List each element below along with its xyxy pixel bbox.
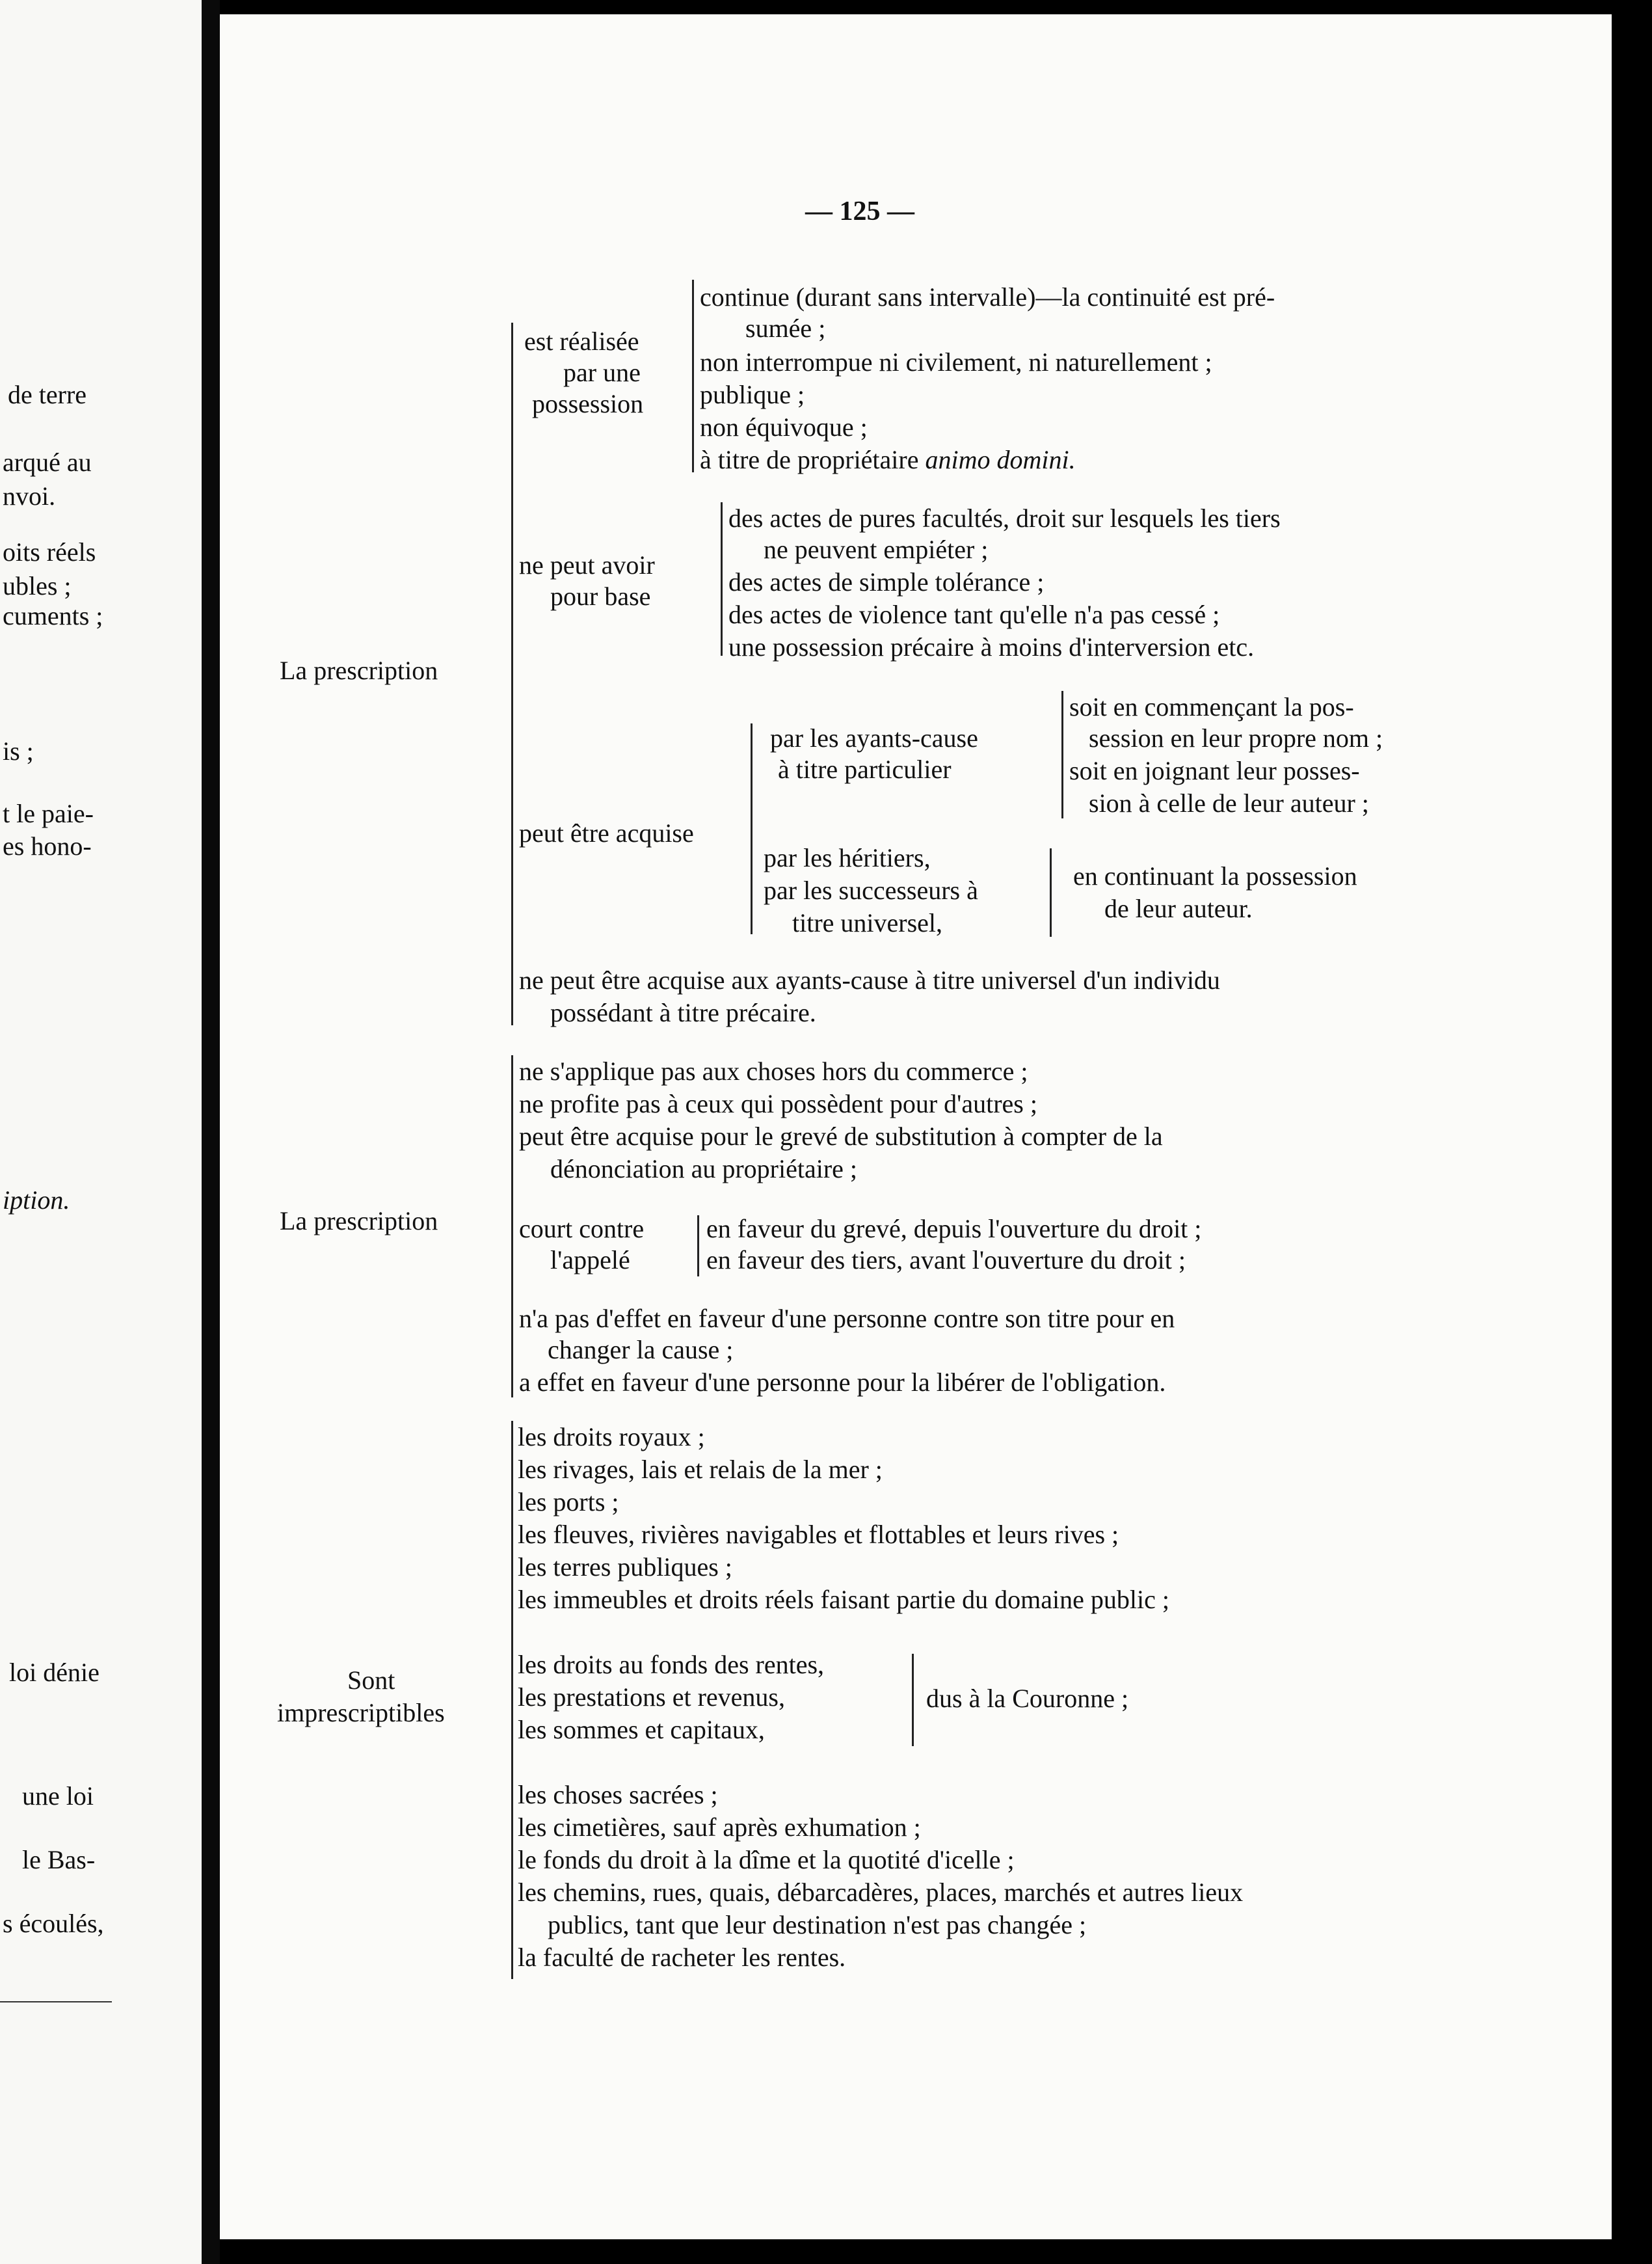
subgroup-label: par les successeurs à — [764, 876, 978, 905]
list-item: les terres publiques ; — [518, 1552, 732, 1582]
list-item: la faculté de racheter les rentes. — [518, 1943, 846, 1972]
subgroup-label: possession — [532, 389, 644, 418]
list-item: des actes de violence tant qu'elle n'a pas cessé ; — [728, 600, 1220, 629]
list-item: changer la cause ; — [548, 1335, 734, 1364]
list-item: peut être acquise pour le grevé de substitution à compter de la — [519, 1122, 1163, 1151]
page — [220, 14, 1612, 2239]
subgroup-label: ne peut avoir — [519, 550, 655, 580]
subgroup-brace — [697, 1215, 699, 1276]
section-brace — [511, 1055, 513, 1397]
list-item: soit en commençant la pos- — [1069, 692, 1354, 721]
subgroup-label: à titre particulier — [778, 755, 952, 784]
list-item: session en leur propre nom ; — [1089, 723, 1383, 753]
list-item: ne peut être acquise aux ayants-cause à titre universel d'un individu — [519, 965, 1220, 995]
list-item: sumée ; — [745, 314, 826, 343]
subgroup-label: l'appelé — [550, 1245, 630, 1274]
book-gutter — [202, 0, 220, 2264]
italic-phrase: animo domini. — [925, 445, 1076, 474]
left-fragment: nvoi. — [3, 481, 56, 511]
left-fragment: une loi — [22, 1781, 94, 1811]
list-item: les prestations et revenus, — [518, 1682, 785, 1712]
list-item: les rivages, lais et relais de la mer ; — [518, 1455, 883, 1484]
left-fragment: is ; — [3, 736, 34, 766]
list-item: continue (durant sans intervalle)—la continuité est pré- — [700, 282, 1275, 312]
subgroup-label: par les héritiers, — [764, 843, 931, 872]
list-item: possédant à titre précaire. — [550, 998, 816, 1027]
left-fragment: s écoulés, — [3, 1909, 104, 1938]
subgroup-brace — [692, 280, 694, 472]
subgroup-brace — [912, 1654, 914, 1746]
list-item: en faveur des tiers, avant l'ouverture du droit ; — [706, 1245, 1186, 1274]
section-label: Sont — [347, 1665, 395, 1695]
list-item: soit en joignant leur posses- — [1069, 756, 1360, 785]
subgroup-label: par les ayants-cause — [770, 723, 978, 753]
left-fragment: t le paie- — [3, 799, 94, 828]
list-item: les ports ; — [518, 1487, 619, 1516]
subgroup-brace — [721, 502, 723, 656]
left-fragment: loi dénie — [9, 1658, 100, 1687]
list-item: les droits royaux ; — [518, 1422, 705, 1451]
list-item: non équivoque ; — [700, 412, 868, 442]
section-brace — [511, 323, 513, 1025]
subgroup-label: pour base — [550, 582, 651, 611]
list-item: ne profite pas à ceux qui possèdent pour d'autres ; — [519, 1089, 1037, 1118]
subgroup-label: titre universel, — [792, 908, 943, 937]
list-item: ne s'applique pas aux choses hors du commerce ; — [519, 1057, 1028, 1086]
section-label: La prescription — [280, 1206, 438, 1235]
left-fragment: oits réels — [3, 537, 96, 567]
list-item: publique ; — [700, 380, 805, 409]
list-item — [700, 444, 1076, 476]
section-brace — [511, 1421, 513, 1979]
left-fragment: de terre — [8, 380, 87, 409]
list-item: a effet en faveur d'une personne pour la libérer de l'obligation. — [519, 1368, 1166, 1397]
list-item: sion à celle de leur auteur ; — [1089, 788, 1369, 818]
list-item: des actes de simple tolérance ; — [728, 567, 1045, 597]
list-item: ne peuvent empiéter ; — [764, 535, 989, 564]
previous-page-edge — [0, 0, 202, 2264]
section-label: La prescription — [280, 656, 438, 685]
footnote-rule — [0, 2001, 112, 2002]
list-item: en faveur du grevé, depuis l'ouverture du droit ; — [706, 1214, 1202, 1243]
list-item: dénonciation au propriétaire ; — [550, 1154, 858, 1183]
subgroup-brace — [1050, 848, 1052, 937]
list-item: les chemins, rues, quais, débarcadères, places, marchés et autres lieux — [518, 1878, 1244, 1907]
list-item: les sommes et capitaux, — [518, 1715, 765, 1744]
list-item: des actes de pures facultés, droit sur lesquels les tiers — [728, 504, 1281, 533]
subgroup-label: dus à la Couronne ; — [926, 1684, 1129, 1713]
list-item: les immeubles et droits réels faisant partie du domaine public ; — [518, 1585, 1169, 1614]
left-fragment: ubles ; — [3, 571, 72, 600]
subgroup-label: est réalisée — [524, 327, 639, 356]
subgroup-label: par une — [563, 358, 641, 387]
subgroup-brace — [1061, 691, 1063, 818]
page-number: — 125 — — [805, 196, 914, 226]
list-item: les cimetières, sauf après exhumation ; — [518, 1813, 921, 1842]
left-fragment: le Bas- — [22, 1845, 96, 1874]
section-label: imprescriptibles — [277, 1698, 445, 1727]
list-item: publics, tant que leur destination n'est pas changée ; — [548, 1910, 1087, 1939]
list-item-text: à titre de propriétaire — [700, 445, 919, 474]
subgroup-brace — [751, 723, 753, 934]
left-fragment: iption. — [3, 1185, 70, 1215]
subgroup-label: peut être acquise — [519, 818, 694, 848]
list-item: le fonds du droit à la dîme et la quotité d'icelle ; — [518, 1845, 1015, 1874]
left-fragment: arqué au — [3, 448, 92, 477]
list-item: en continuant la possession — [1073, 861, 1357, 891]
list-item: les droits au fonds des rentes, — [518, 1650, 825, 1679]
scan-border — [1612, 0, 1652, 2264]
left-fragment: es hono- — [3, 831, 92, 861]
list-item: les choses sacrées ; — [518, 1780, 718, 1809]
list-item: les fleuves, rivières navigables et flottables et leurs rives ; — [518, 1520, 1119, 1549]
subgroup-label: court contre — [519, 1214, 645, 1243]
list-item: de leur auteur. — [1104, 894, 1253, 923]
list-item: une possession précaire à moins d'interversion etc. — [728, 632, 1255, 662]
left-fragment: cuments ; — [3, 601, 103, 630]
list-item: n'a pas d'effet en faveur d'une personne contre son titre pour en — [519, 1304, 1175, 1333]
list-item: non interrompue ni civilement, ni naturellement ; — [700, 347, 1212, 377]
